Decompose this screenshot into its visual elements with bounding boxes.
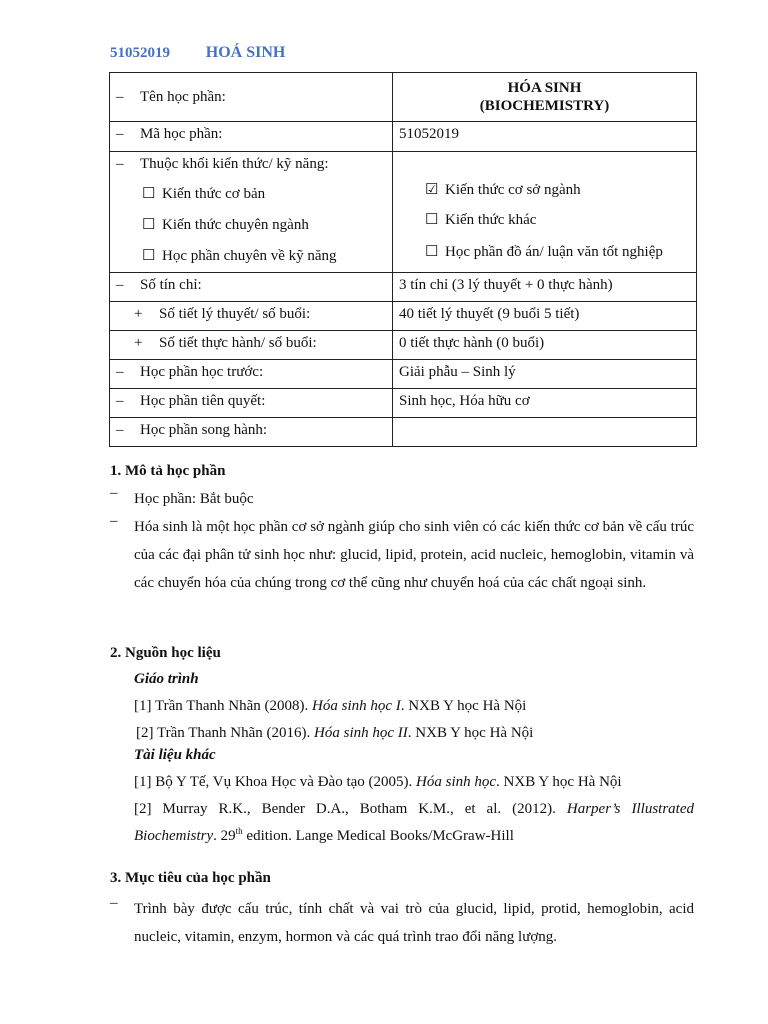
label-hoc-phan-hoc-truoc: Học phần học trước: — [140, 364, 264, 380]
giao-trinh-heading: Giáo trình — [134, 671, 199, 687]
reference-4-edition-suffix: th — [235, 826, 243, 836]
section-3-heading: 3. Mục tiêu của học phần — [110, 870, 271, 886]
table-row — [110, 122, 697, 152]
label-so-tiet-thuc-hanh: Số tiết thực hành/ số buổi: — [159, 335, 317, 351]
checkbox-checked-icon[interactable]: ☑ — [425, 182, 439, 198]
reference-2-suffix: . NXB Y học Hà Nội — [407, 725, 534, 741]
label-so-tin-chi: Số tín chỉ: — [140, 277, 202, 293]
reference-4-publisher: edition. Lange Medical Books/McGraw-Hill — [242, 828, 514, 844]
option-kien-thuc-co-so-nganh: Kiến thức cơ sở ngành — [445, 182, 581, 198]
dash-bullet: – — [116, 89, 124, 105]
reference-1-suffix: . NXB Y học Hà Nội — [400, 698, 527, 714]
label-thuoc-khoi: Thuộc khối kiến thức/ kỹ năng: — [140, 156, 329, 172]
label-ma-hoc-phan: Mã học phần: — [140, 126, 223, 142]
table-row — [110, 360, 697, 389]
reference-3 — [134, 774, 622, 791]
reference-3-suffix: . NXB Y học Hà Nội — [496, 774, 622, 790]
value-so-tiet-ly-thuyet: 40 tiết lý thuyết (9 buổi 5 tiết) — [399, 306, 580, 322]
label-hoc-phan-tien-quyet: Học phần tiên quyết: — [140, 393, 266, 409]
option-kien-thuc-khac: Kiến thức khác — [445, 212, 537, 228]
checkbox-icon[interactable]: ☐ — [425, 212, 439, 228]
reference-3-title: Hóa sinh học — [416, 774, 497, 790]
reference-2-prefix: [2] Trần Thanh Nhãn (2016). — [136, 725, 315, 741]
table-row — [110, 389, 697, 418]
checkbox-icon[interactable]: ☐ — [425, 244, 439, 260]
checkbox-icon[interactable]: ☐ — [142, 186, 156, 202]
value-so-tin-chi: 3 tín chỉ (3 lý thuyết + 0 thực hành) — [399, 277, 613, 293]
option-kien-thuc-co-ban: Kiến thức cơ bản — [162, 186, 266, 202]
reference-1-title: Hóa sinh học I — [312, 698, 401, 714]
table-row — [110, 73, 697, 122]
tai-lieu-khac-heading: Tài liệu khác — [134, 747, 216, 763]
dash-bullet: – — [116, 422, 124, 438]
value-ten-hoc-phan-line2: (BIOCHEMISTRY) — [479, 98, 610, 114]
course-code: 51052019 — [110, 45, 170, 61]
reference-4-title-part-1: Harper’s Illustrated — [566, 801, 694, 817]
label-so-tiet-ly-thuyet: Số tiết lý thuyết/ số buổi: — [159, 306, 311, 322]
section-1-item-1 — [110, 485, 694, 513]
dash-bullet: – — [110, 895, 118, 911]
table-row — [110, 302, 697, 331]
value-ten-hoc-phan-line1: HÓA SINH — [507, 80, 582, 96]
label-hoc-phan-song-hanh: Học phần song hành: — [140, 422, 268, 438]
option-do-an-luan-van: Học phần đồ án/ luận văn tốt nghiệp — [445, 244, 663, 260]
section-1-item-2 — [110, 513, 694, 597]
section-2-heading: 2. Nguồn học liệu — [110, 645, 221, 661]
value-hoc-phan-tien-quyet: Sinh học, Hóa hữu cơ — [399, 393, 530, 409]
dash-bullet: – — [116, 156, 124, 172]
reference-2-title: Hóa sinh học II — [314, 725, 408, 741]
dash-bullet: – — [116, 364, 124, 380]
checkbox-icon[interactable]: ☐ — [142, 217, 156, 233]
option-hoc-phan-ky-nang: Học phần chuyên về kỹ năng — [162, 248, 337, 264]
checkbox-icon[interactable]: ☐ — [142, 248, 156, 264]
dash-bullet: – — [110, 513, 118, 529]
plus-bullet: + — [134, 335, 143, 351]
reference-1-prefix: [1] Trần Thanh Nhãn (2008). — [134, 698, 313, 714]
section-1-heading: 1. Mô tả học phần — [110, 463, 226, 479]
table-row — [110, 418, 697, 447]
plus-bullet: + — [134, 306, 143, 322]
dash-bullet: – — [110, 485, 118, 501]
table-row — [110, 331, 697, 360]
table-row — [110, 273, 697, 302]
section-3-item-1-text: Trình bày được cấu trúc, tính chất và vai trò của glucid, lipid, protid, hemoglobin, acid nucleic, vitamin, enzym, hormon và các quá trình trao đổi năng lượng. — [134, 901, 694, 945]
section-3-item-1 — [110, 895, 694, 951]
section-1-item-2-text: Hóa sinh là một học phần cơ sở ngành giúp cho sinh viên có các kiến thức cơ bản về cấu trúc của các đại phân tử sinh học như: glucid, lipid, protein, acid nucleic, hemoglobin, vitamin và các chuyển hóa của chúng trong cơ thể cũng như chuyển hoá của các chất ngoại sinh. — [134, 519, 694, 591]
reference-3-prefix: [1] Bộ Y Tế, Vụ Khoa Học và Đào tạo (2005). — [134, 774, 417, 790]
label-ten-hoc-phan: Tên học phần: — [140, 89, 226, 105]
value-ma-hoc-phan: 51052019 — [399, 126, 459, 142]
reference-4-line-2 — [134, 828, 514, 845]
option-kien-thuc-chuyen-nganh: Kiến thức chuyên ngành — [162, 217, 309, 233]
reference-4-edition: . 29 — [213, 828, 236, 844]
dash-bullet: – — [116, 126, 124, 142]
reference-4-title-part-2: Biochemistry — [134, 828, 214, 844]
table-row — [110, 152, 697, 273]
course-info-table — [109, 72, 697, 447]
dash-bullet: – — [116, 393, 124, 409]
course-title: HOÁ SINH — [205, 44, 286, 61]
value-hoc-phan-hoc-truoc: Giải phẫu – Sinh lý — [399, 364, 516, 380]
reference-4-prefix: [2] Murray R.K., Bender D.A., Botham K.M., et al. (2012). — [134, 801, 567, 817]
reference-4-line-1 — [134, 801, 694, 818]
reference-2 — [136, 725, 533, 742]
value-so-tiet-thuc-hanh: 0 tiết thực hành (0 buổi) — [399, 335, 545, 351]
document-header — [110, 44, 285, 62]
dash-bullet: – — [116, 277, 124, 293]
reference-1 — [134, 698, 526, 715]
section-1-item-1-text: Học phần: Bắt buộc — [134, 491, 254, 507]
